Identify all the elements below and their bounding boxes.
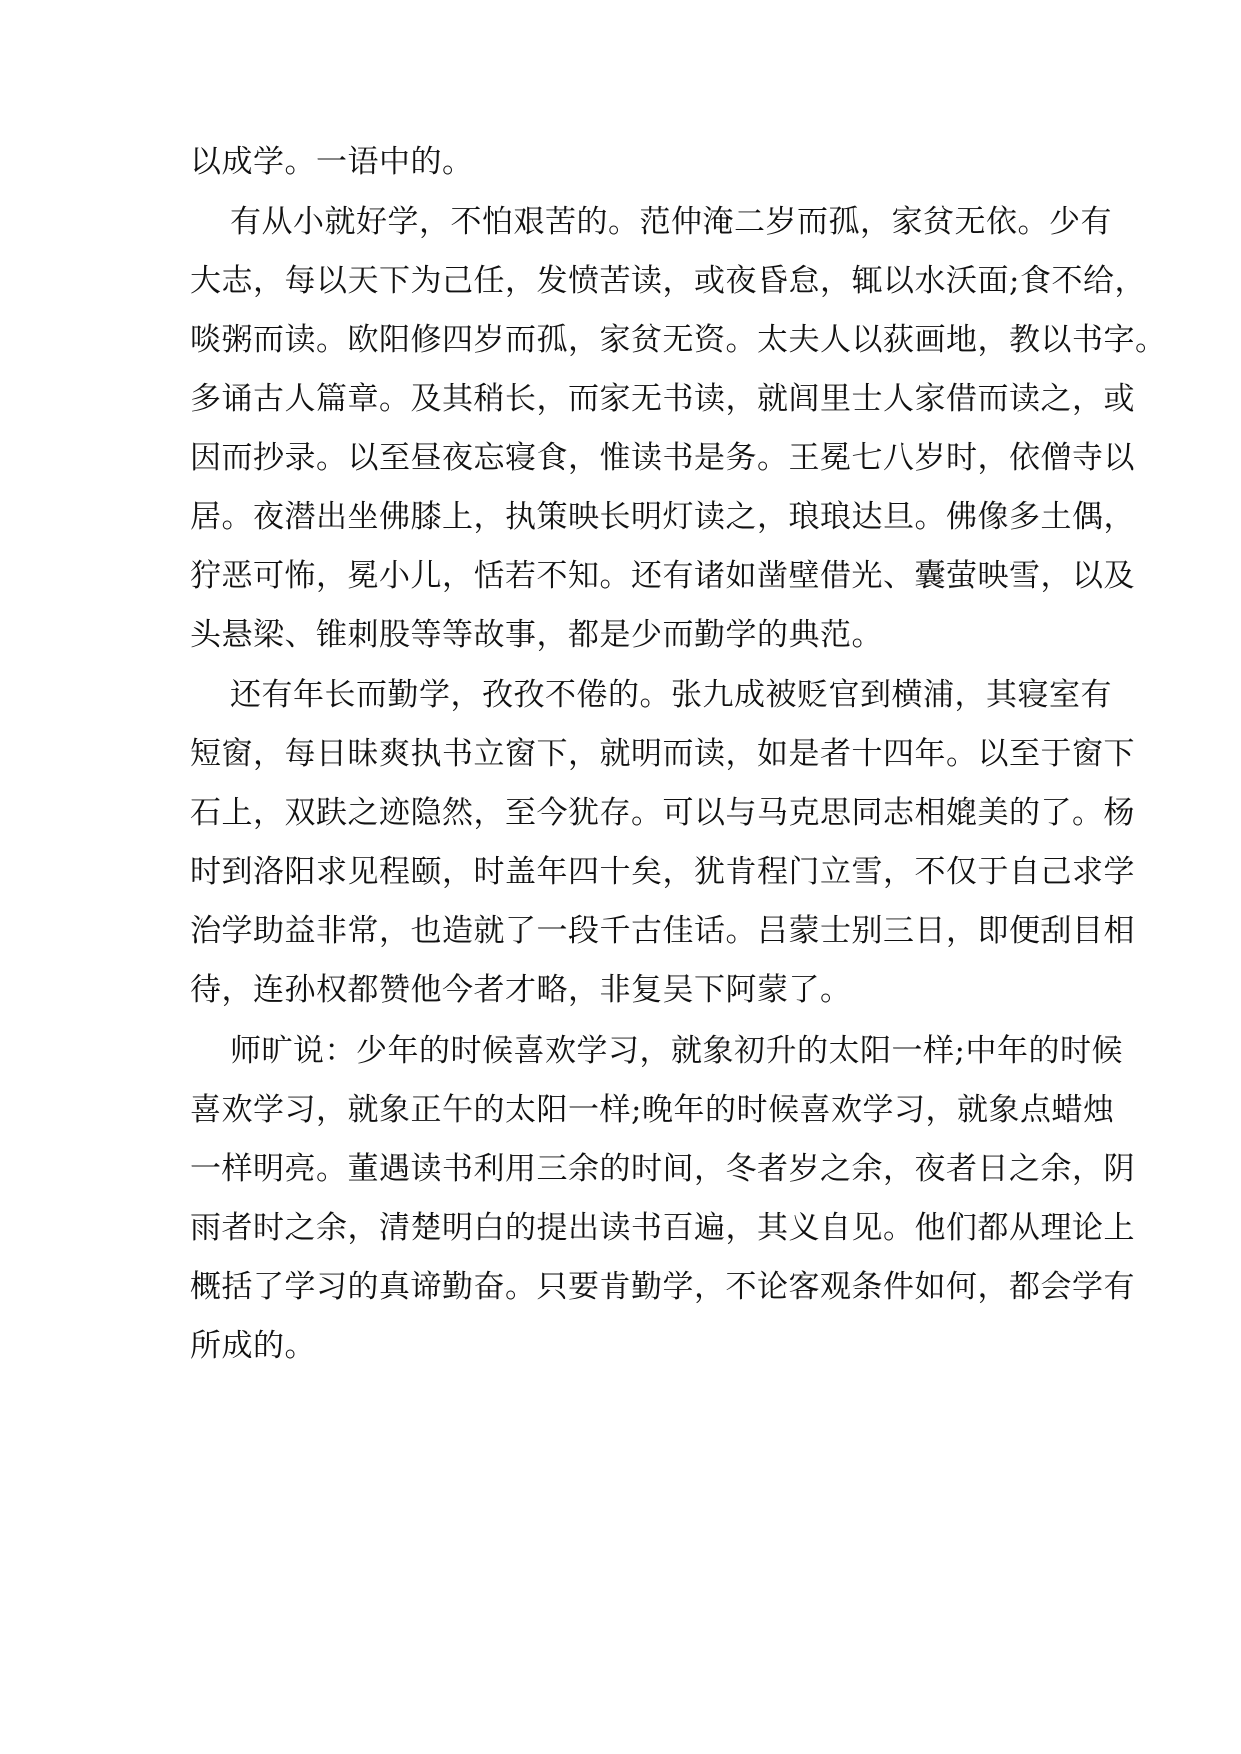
text-line: 石上，双趺之迹隐然，至今犹存。可以与马克思同志相媲美的了。杨 [190, 795, 1135, 831]
text-line: 一样明亮。董遇读书利用三余的时间，冬者岁之余，夜者日之余，阴 [190, 1151, 1135, 1187]
text-line: 以成学。一语中的。 [190, 144, 474, 180]
paragraph-first-line: 有从小就好学，不怕艰苦的。范仲淹二岁而孤，家贫无依。少有 [230, 204, 1112, 240]
text-line: 雨者时之余，清楚明白的提出读书百遍，其义自见。他们都从理论上 [190, 1210, 1135, 1246]
text-line: 所成的。 [190, 1328, 316, 1364]
text-line: 啖粥而读。欧阳修四岁而孤，家贫无资。太夫人以荻画地，教以书字。 [190, 322, 1167, 358]
paragraph-first-line: 师旷说：少年的时候喜欢学习，就象初升的太阳一样;中年的时候 [230, 1033, 1123, 1069]
text-line: 多诵古人篇章。及其稍长，而家无书读，就闾里士人家借而读之，或 [190, 381, 1135, 417]
text-line: 概括了学习的真谛勤奋。只要肯勤学，不论客观条件如何，都会学有 [190, 1269, 1135, 1305]
text-line: 待，连孙权都赞他今者才略，非复吴下阿蒙了。 [190, 972, 852, 1008]
text-line: 时到洛阳求见程颐，时盖年四十矣，犹肯程门立雪，不仅于自己求学 [190, 854, 1135, 890]
text-line: 喜欢学习，就象正午的太阳一样;晚年的时候喜欢学习，就象点蜡烛 [190, 1092, 1115, 1128]
text-line: 头悬梁、锥刺股等等故事，都是少而勤学的典范。 [190, 617, 883, 653]
text-line: 短窗，每日昧爽执书立窗下，就明而读，如是者十四年。以至于窗下 [190, 736, 1135, 772]
text-line: 因而抄录。以至昼夜忘寝食，惟读书是务。王冕七八岁时，依僧寺以 [190, 440, 1135, 476]
paragraph-first-line: 还有年长而勤学，孜孜不倦的。张九成被贬官到横浦，其寝室有 [230, 677, 1112, 713]
text-line: 治学助益非常，也造就了一段千古佳话。吕蒙士别三日，即便刮目相 [190, 913, 1135, 949]
text-line: 狞恶可怖，冕小儿，恬若不知。还有诸如凿壁借光、囊萤映雪，以及 [190, 558, 1135, 594]
text-line: 大志，每以天下为己任，发愤苦读，或夜昏怠，辄以水沃面;食不给， [190, 263, 1146, 299]
text-line: 居。夜潜出坐佛膝上，执策映长明灯读之，琅琅达旦。佛像多土偶， [190, 499, 1135, 535]
